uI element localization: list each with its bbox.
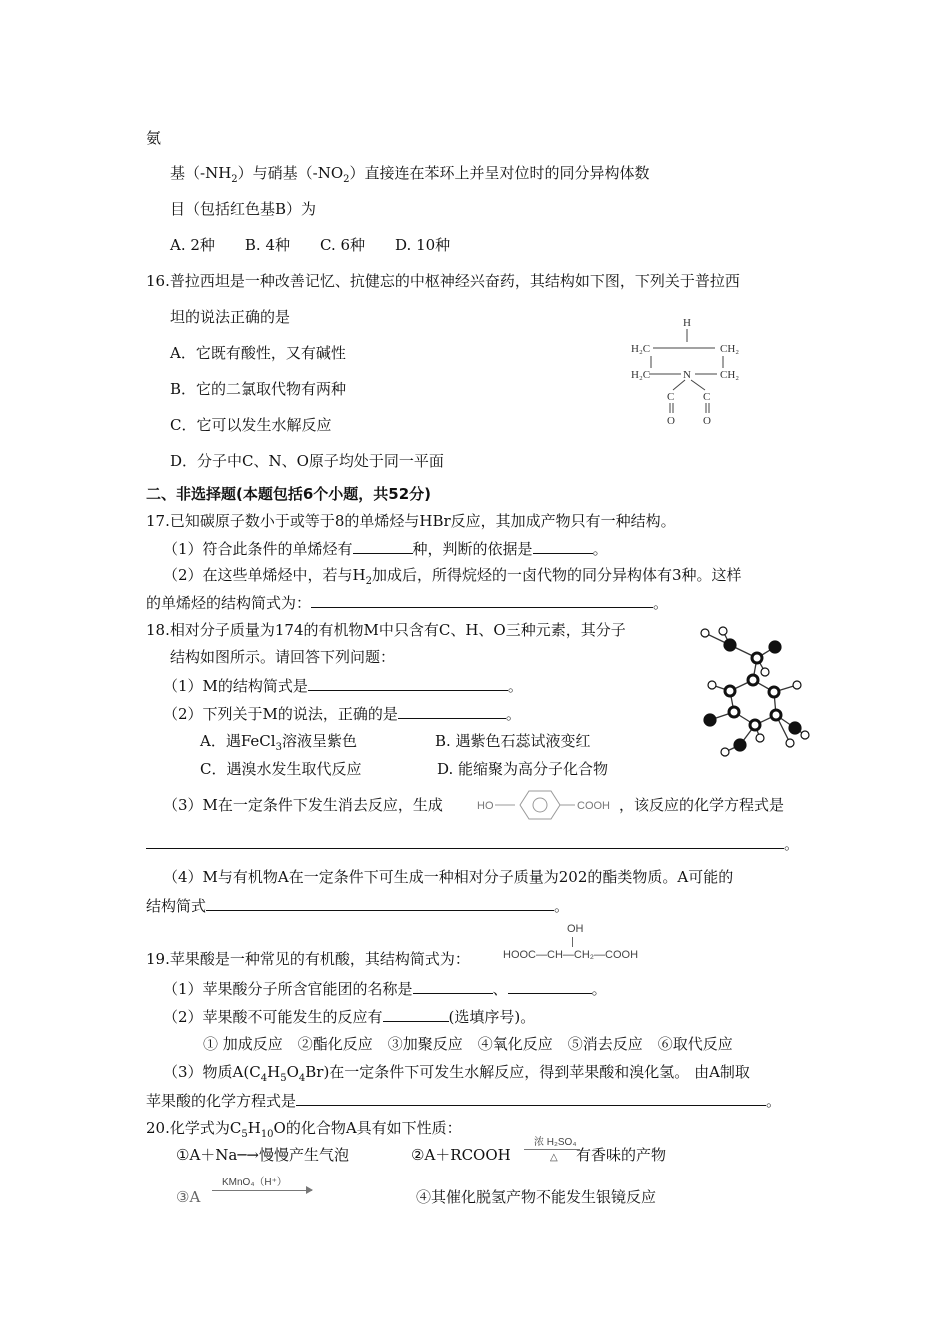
- struct-c-right: C: [703, 391, 711, 403]
- q16-option-a: A．它既有酸性，又有碱性: [170, 344, 346, 362]
- q18-part2: （2）下列关于M的说法，正确的是 。: [163, 705, 521, 723]
- q18-part3-answer-line: 。: [146, 833, 799, 854]
- q16-stem-line2: 坦的说法正确的是: [170, 308, 291, 326]
- hydroxybenzoic-acid-structure: [475, 786, 625, 822]
- q19-blank-1[interactable]: [413, 978, 493, 994]
- q18-option-c: C．遇溴水发生取代反应: [200, 760, 362, 778]
- q18-stem-line1: 18.相对分子质量为174的有机物M中只含有C、H、O三种元素，其分子: [146, 621, 626, 639]
- q18-part4-cont: 结构简式 。: [146, 897, 570, 915]
- q15-options: A. 2种 B. 4种 C. 6种 D. 10种: [170, 236, 451, 254]
- q19-part3: （3）物质$A(C_4H_5O_4Br)$在一定条件下可发生水解反应，得到苹果酸和溴化氢。 由A制取: [163, 1063, 750, 1084]
- q19-formula: HOOC—CH—CH₂—COOH: [503, 949, 639, 961]
- molecule-ball-stick-model: [690, 625, 815, 760]
- q16-option-b: B．它的二氯取代物有两种: [170, 380, 347, 398]
- struct-n: N: [683, 369, 691, 381]
- q19-oh-bond: [572, 937, 573, 947]
- struct-ho: HO: [477, 800, 494, 812]
- struct-ch2-top: CH₂: [720, 343, 740, 355]
- struct-ch2-bot: CH₂: [720, 369, 740, 381]
- q17-blank-3[interactable]: [311, 592, 653, 608]
- q19-blank-3[interactable]: [383, 1006, 449, 1022]
- q19-part3-cont: 苹果酸的化学方程式是 。: [146, 1092, 782, 1110]
- q20-property-4: ④其催化脱氢产物不能发生银镜反应: [416, 1188, 657, 1206]
- q18-blank-4[interactable]: [206, 895, 554, 911]
- q16-stem-line1: 16.普拉西坦是一种改善记忆、抗健忘的中枢神经兴奋药，其结构如下图，下列关于普拉西: [146, 272, 740, 290]
- q20-arrow-1: [524, 1149, 580, 1150]
- q19-reaction-options: ① 加成反应 ②酯化反应 ③加聚反应 ④氧化反应 ⑤消去反应 ⑥取代反应: [203, 1035, 733, 1053]
- q18-blank-1[interactable]: [308, 675, 508, 691]
- q20-arrow-2: [212, 1190, 312, 1191]
- q19-blank-2[interactable]: [508, 978, 592, 994]
- q20-property-3: ③A: [176, 1188, 201, 1206]
- struct-h2c-bot: H₂C: [631, 369, 651, 381]
- struct-cooh: COOH: [577, 800, 610, 812]
- q17-part1: （1）符合此条件的单烯烃有 种，判断的依据是 。: [163, 540, 608, 558]
- q20-condition-kmno4: KMnO₄（H⁺）: [222, 1177, 287, 1188]
- q19-part2: （2）苹果酸不可能发生的反应有 (选填序号)。: [163, 1008, 536, 1026]
- struct-h2c-top: H₂C: [631, 343, 651, 355]
- q16-option-c: C．它可以发生水解反应: [170, 416, 332, 434]
- struct-o-right: O: [703, 415, 711, 427]
- q18-stem-line2: 结构如图所示。请回答下列问题：: [170, 648, 396, 666]
- q17-blank-1[interactable]: [353, 538, 413, 554]
- q18-option-b: B. 遇紫色石蕊试液变红: [435, 732, 591, 750]
- q20-property-2: ②A＋RCOOH: [411, 1146, 511, 1164]
- q17-part2-cont: 的单烯烃的结构简式为： 。: [146, 594, 669, 612]
- q18-option-d: D. 能缩聚为高分子化合物: [437, 760, 609, 778]
- q19-part1: （1）苹果酸分子所含官能团的名称是 、 。: [163, 980, 607, 998]
- q19-oh-label: OH: [567, 923, 584, 935]
- q20-property-1: ①A＋Na─→慢慢产生气泡: [176, 1146, 349, 1164]
- struct-o-left: O: [667, 415, 675, 427]
- q18-part1: （1）M的结构简式是 。: [163, 677, 523, 695]
- q20-condition-heat: △: [550, 1152, 558, 1163]
- q17-stem: 17.已知碳原子数小于或等于8的单烯烃与HBr反应，其加成产物只有一种结构。: [146, 512, 676, 530]
- q18-part3-cont: ，该反应的化学方程式是: [619, 796, 785, 814]
- q18-blank-2[interactable]: [398, 703, 506, 719]
- piracetam-structure-figure: [625, 312, 765, 432]
- q16-option-d: D．分子中C、N、O原子均处于同一平面: [170, 452, 444, 470]
- q18-option-a: A．遇FeCl$_3$溶液呈紫色: [200, 732, 357, 753]
- q17-part2: （2）在这些单烯烃中，若与$H_2$加成后，所得烷烃的一卤代物的同分异构体有3种。这样: [163, 566, 742, 587]
- q18-part4: （4）M与有机物A在一定条件下可生成一种相对分子质量为202的酯类物质。A可能的: [163, 868, 734, 886]
- q18-part3-label: （3）M在一定条件下发生消去反应，生成: [163, 796, 443, 814]
- q18-blank-3[interactable]: [146, 833, 784, 849]
- q20-stem: 20.化学式为$C_5H_{10}O$的化合物A具有如下性质：: [146, 1119, 462, 1140]
- struct-h-top: H: [683, 317, 691, 329]
- q17-blank-2[interactable]: [533, 538, 593, 554]
- q20-condition-conc-h2so4: 浓 H₂SO₄: [534, 1137, 577, 1148]
- q15-line1: 基$(-NH_2)$与硝基$(-NO_2)$直接连在苯环上并呈对位时的同分异构体数: [170, 164, 650, 185]
- q19-blank-4[interactable]: [296, 1090, 766, 1106]
- section-2-heading: 二、非选择题(本题包括6个小题，共52分): [146, 485, 432, 503]
- q15-line2: 目（包括红色基B）为: [170, 200, 317, 218]
- q20-arrow-2-head: [306, 1186, 313, 1194]
- q15-line0: 氨: [146, 129, 162, 147]
- struct-c-left: C: [667, 391, 675, 403]
- q20-property-2-result: 有香味的产物: [576, 1146, 667, 1164]
- q19-stem: 19.苹果酸是一种常见的有机酸，其结构简式为：: [146, 950, 470, 968]
